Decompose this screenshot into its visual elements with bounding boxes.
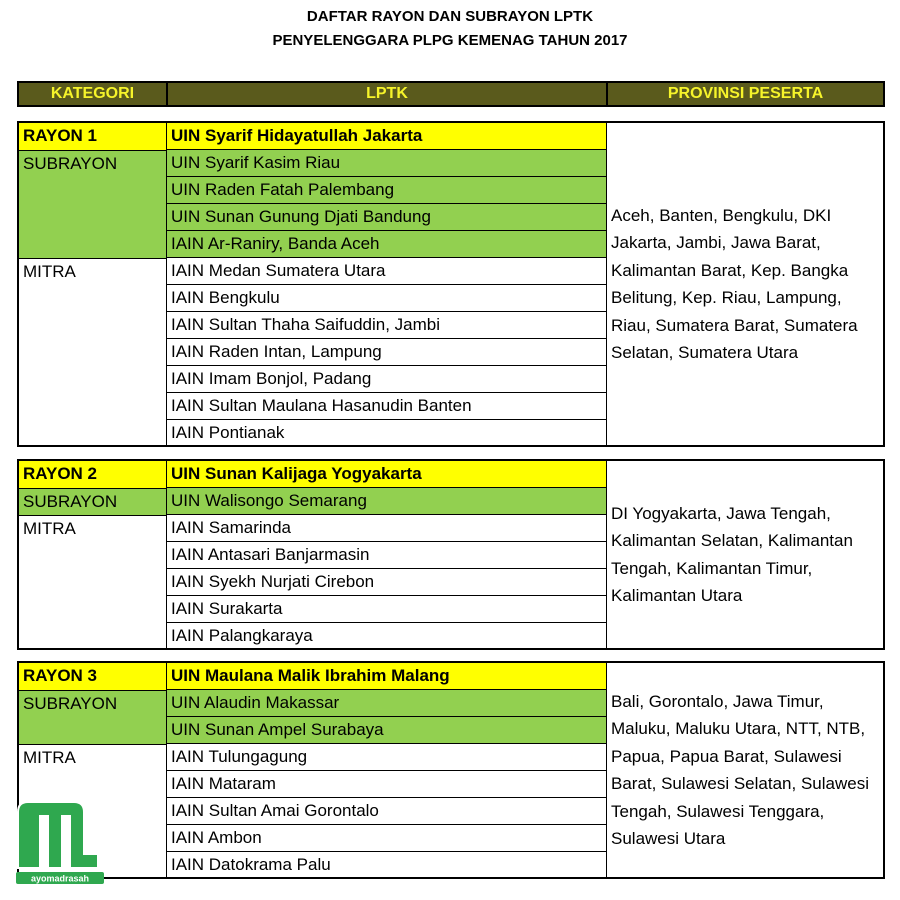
mitra-item: IAIN Surakarta	[166, 596, 607, 623]
mitra-item: IAIN Pontianak	[166, 420, 607, 447]
provinsi-text: Bali, Gorontalo, Jawa Timur, Maluku, Maluku Utara, NTT, NTB, Papua, Papua Barat, Sulawesi Barat, Sulawesi Selatan, Sulawesi Tengah, Sulawesi Tenggara, Sulawesi Utara	[611, 691, 869, 848]
provinsi-cell	[607, 663, 883, 877]
mitra-item: IAIN Sultan Thaha Saifuddin, Jambi	[166, 312, 607, 339]
mitra-item: IAIN Samarinda	[166, 515, 607, 542]
mitra-item: IAIN Antasari Banjarmasin	[166, 542, 607, 569]
rayon-1-block	[17, 121, 885, 447]
mitra-item: IAIN Palangkaraya	[166, 623, 607, 650]
subrayon-item: IAIN Ar-Raniry, Banda Aceh	[166, 231, 607, 258]
mitra-item: IAIN Tulungagung	[166, 744, 607, 771]
ayomadrasah-logo-icon	[12, 798, 108, 886]
mitra-item: IAIN Mataram	[166, 771, 607, 798]
subrayon-item: UIN Alaudin Makassar	[166, 690, 607, 717]
rayon-lptk: UIN Sunan Kalijaga Yogyakarta	[166, 461, 607, 488]
subrayon-item: UIN Sunan Ampel Surabaya	[166, 717, 607, 744]
mitra-item: IAIN Bengkulu	[166, 285, 607, 312]
mitra-item: IAIN Raden Intan, Lampung	[166, 339, 607, 366]
subrayon-item: UIN Syarif Kasim Riau	[166, 150, 607, 177]
provinsi-cell	[607, 123, 883, 445]
mitra-item: IAIN Syekh Nurjati Cirebon	[166, 569, 607, 596]
header-provinsi: PROVINSI PESERTA	[667, 85, 824, 102]
provinsi-text: DI Yogyakarta, Jawa Tengah, Kalimantan Selatan, Kalimantan Tengah, Kalimantan Timur, Kalimantan Utara	[611, 503, 853, 605]
page-subtitle: PENYELENGGARA PLPG KEMENAG TAHUN 2017	[272, 32, 628, 49]
mitra-item: IAIN Ambon	[166, 825, 607, 852]
mitra-label: MITRA	[19, 744, 166, 877]
rayon-2-block	[17, 459, 885, 650]
mitra-item: IAIN Medan Sumatera Utara	[166, 258, 607, 285]
mitra-label: MITRA	[19, 515, 166, 648]
rayon-label: RAYON 2	[19, 461, 166, 488]
subrayon-label: SUBRAYON	[19, 690, 166, 744]
table-header	[17, 81, 885, 107]
rayon-lptk: UIN Syarif Hidayatullah Jakarta	[166, 123, 607, 150]
mitra-item: IAIN Imam Bonjol, Padang	[166, 366, 607, 393]
rayon-3-block	[17, 661, 885, 879]
mitra-item: IAIN Sultan Maulana Hasanudin Banten	[166, 393, 607, 420]
provinsi-cell	[607, 461, 883, 648]
subrayon-label: SUBRAYON	[19, 150, 166, 258]
watermark-text: ayomadrasah	[30, 873, 90, 884]
subrayon-item: UIN Walisongo Semarang	[166, 488, 607, 515]
mitra-item: IAIN Sultan Amai Gorontalo	[166, 798, 607, 825]
subrayon-item: UIN Raden Fatah Palembang	[166, 177, 607, 204]
header-kategori: KATEGORI	[19, 83, 168, 105]
rayon-label: RAYON 3	[19, 663, 166, 690]
mitra-label: MITRA	[19, 258, 166, 445]
subrayon-label: SUBRAYON	[19, 488, 166, 515]
mitra-item: IAIN Datokrama Palu	[166, 852, 607, 879]
rayon-lptk: UIN Maulana Malik Ibrahim Malang	[166, 663, 607, 690]
provinsi-text: Aceh, Banten, Bengkulu, DKI Jakarta, Jambi, Jawa Barat, Kalimantan Barat, Kep. Bangka Belitung, Kep. Riau, Lampung, Riau, Sumatera Barat, Sumatera Selatan, Sumatera Utara	[611, 205, 858, 362]
rayon-label: RAYON 1	[19, 123, 166, 150]
page-title: DAFTAR RAYON DAN SUBRAYON LPTK	[306, 8, 594, 25]
header-lptk: LPTK	[168, 83, 608, 105]
subrayon-item: UIN Sunan Gunung Djati Bandung	[166, 204, 607, 231]
